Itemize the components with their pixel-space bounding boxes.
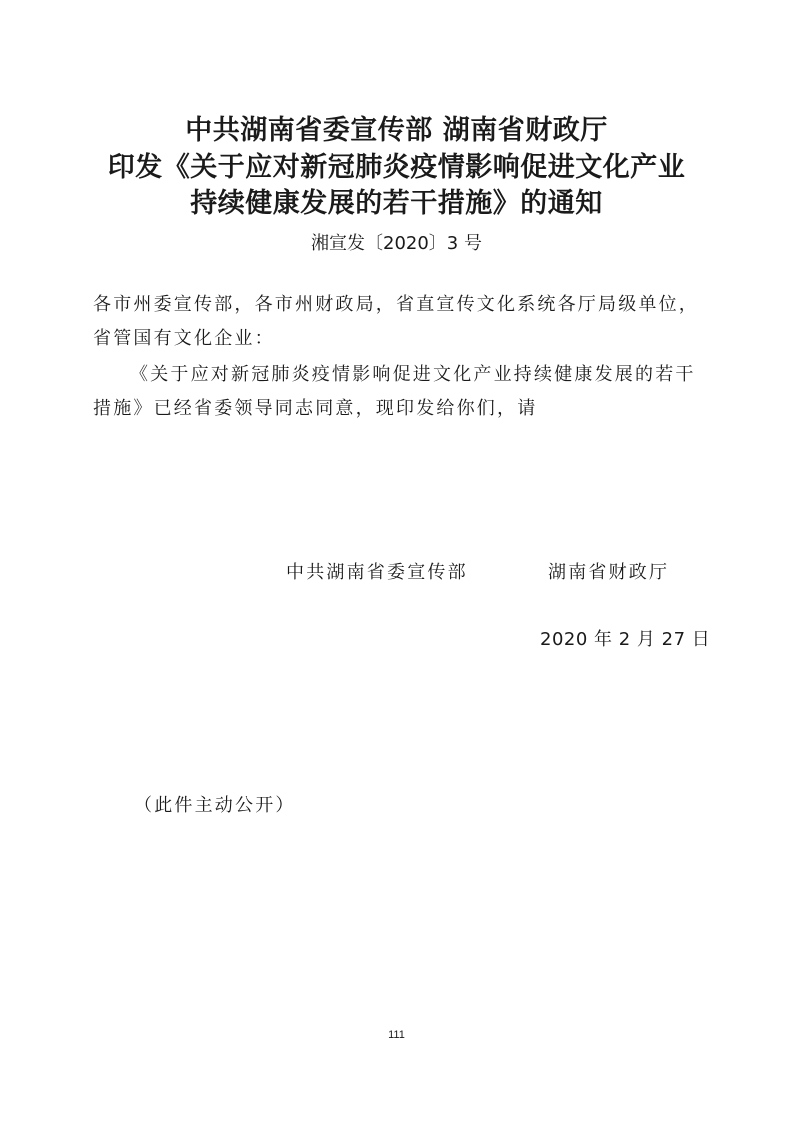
- document-number: 湘宣发〔2020〕3 号: [311, 233, 482, 254]
- body-paragraph-line-1: 《关于应对新冠肺炎疫情影响促进文化产业持续健康发展的若干: [130, 364, 696, 385]
- signature-publicity-dept: 中共湖南省委宣传部: [286, 562, 468, 583]
- document-title-line-3: 持续健康发展的若干措施》的通知: [190, 188, 603, 219]
- document-title-line-2: 印发《关于应对新冠肺炎疫情影响促进文化产业: [107, 152, 686, 183]
- addressees-line-1: 各市州委宣传部，各市州财政局，省直宣传文化系统各厅局级单位，: [93, 294, 699, 315]
- signature-finance-dept: 湖南省财政厅: [548, 562, 670, 583]
- issue-date: 2020 年 2 月 27 日: [540, 629, 711, 650]
- body-paragraph-line-2: 措施》已经省委领导同志同意，现印发给你们，请: [93, 398, 538, 419]
- page-number: 111: [388, 1029, 405, 1041]
- public-disclosure-note: （此件主动公开）: [134, 795, 296, 816]
- addressees-line-2: 省管国有文化企业：: [93, 328, 275, 349]
- document-title-line-1: 中共湖南省委宣传部 湖南省财政厅: [185, 115, 608, 146]
